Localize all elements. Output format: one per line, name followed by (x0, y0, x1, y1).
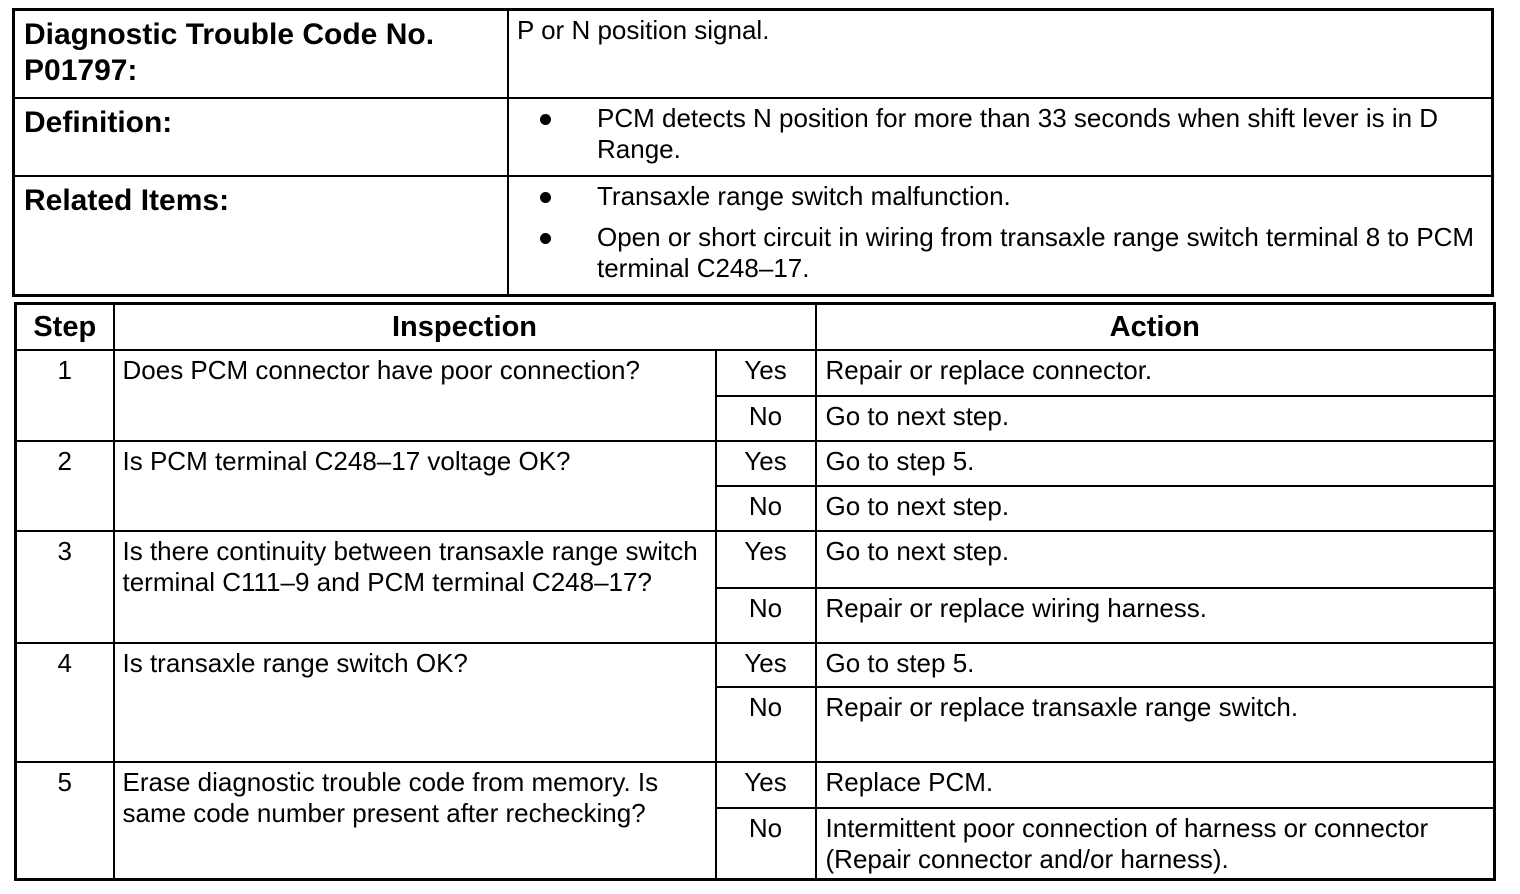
step-question: Erase diagnostic trouble code from memory. Is same code number present after rechecking? (114, 762, 716, 879)
no-action: Repair or replace transaxle range switch. (816, 687, 1495, 762)
definition-list (517, 103, 1483, 165)
definition-row (14, 98, 1493, 176)
step-number: 1 (16, 350, 114, 441)
step-question: Is there continuity between transaxle range switch terminal C111–9 and PCM terminal C248–17? (114, 531, 716, 643)
related-items-row (14, 176, 1493, 296)
no-action: Repair or replace wiring harness. (816, 588, 1495, 643)
related-items-value (508, 176, 1493, 296)
yes-label: Yes (716, 643, 816, 687)
yes-action: Go to step 5. (816, 441, 1495, 486)
yes-label: Yes (716, 762, 816, 808)
yes-action: Repair or replace connector. (816, 350, 1495, 396)
no-label: No (716, 687, 816, 762)
table-row (16, 531, 1495, 588)
step-number: 4 (16, 643, 114, 762)
definition-label: Definition: (14, 98, 509, 176)
yes-action: Go to next step. (816, 531, 1495, 588)
table-row (16, 441, 1495, 486)
related-items-label: Related Items: (14, 176, 509, 296)
bullet-icon (540, 114, 551, 125)
yes-label: Yes (716, 350, 816, 396)
yes-action: Go to step 5. (816, 643, 1495, 687)
related-item-text: Transaxle range switch malfunction. (597, 180, 1011, 211)
no-label: No (716, 486, 816, 531)
definition-item (517, 103, 1483, 165)
step-column-header: Step (16, 304, 114, 351)
no-label: No (716, 396, 816, 441)
inspection-column-header: Inspection (114, 304, 816, 351)
step-question: Is transaxle range switch OK? (114, 643, 716, 762)
related-item (517, 222, 1483, 284)
yes-label: Yes (716, 441, 816, 486)
no-label: No (716, 588, 816, 643)
action-column-header: Action (816, 304, 1495, 351)
no-label: No (716, 808, 816, 879)
step-number: 5 (16, 762, 114, 879)
related-items-list (517, 181, 1483, 284)
table-row (16, 762, 1495, 808)
no-action: Intermittent poor connection of harness or connector (Repair connector and/or harness). (816, 808, 1495, 879)
yes-label: Yes (716, 531, 816, 588)
related-item (517, 181, 1483, 212)
dtc-label: Diagnostic Trouble Code No. P01797: (14, 10, 509, 98)
no-action: Go to next step. (816, 486, 1495, 531)
dtc-value: P or N position signal. (508, 10, 1493, 98)
related-item-text: Open or short circuit in wiring from transaxle range switch terminal 8 to PCM terminal C248–17. (597, 221, 1475, 283)
definition-item-text: PCM detects N position for more than 33 seconds when shift lever is in D Range. (597, 102, 1439, 164)
table-header-row (16, 304, 1495, 351)
inspection-steps-table (14, 302, 1496, 881)
table-row (16, 643, 1495, 687)
no-action: Go to next step. (816, 396, 1495, 441)
step-question: Does PCM connector have poor connection? (114, 350, 716, 441)
step-question: Is PCM terminal C248–17 voltage OK? (114, 441, 716, 531)
step-number: 3 (16, 531, 114, 643)
dtc-row (14, 10, 1493, 98)
bullet-icon (540, 233, 551, 244)
step-number: 2 (16, 441, 114, 531)
definition-value (508, 98, 1493, 176)
dtc-header-table (12, 8, 1494, 297)
table-row (16, 350, 1495, 396)
bullet-icon (540, 192, 551, 203)
yes-action: Replace PCM. (816, 762, 1495, 808)
